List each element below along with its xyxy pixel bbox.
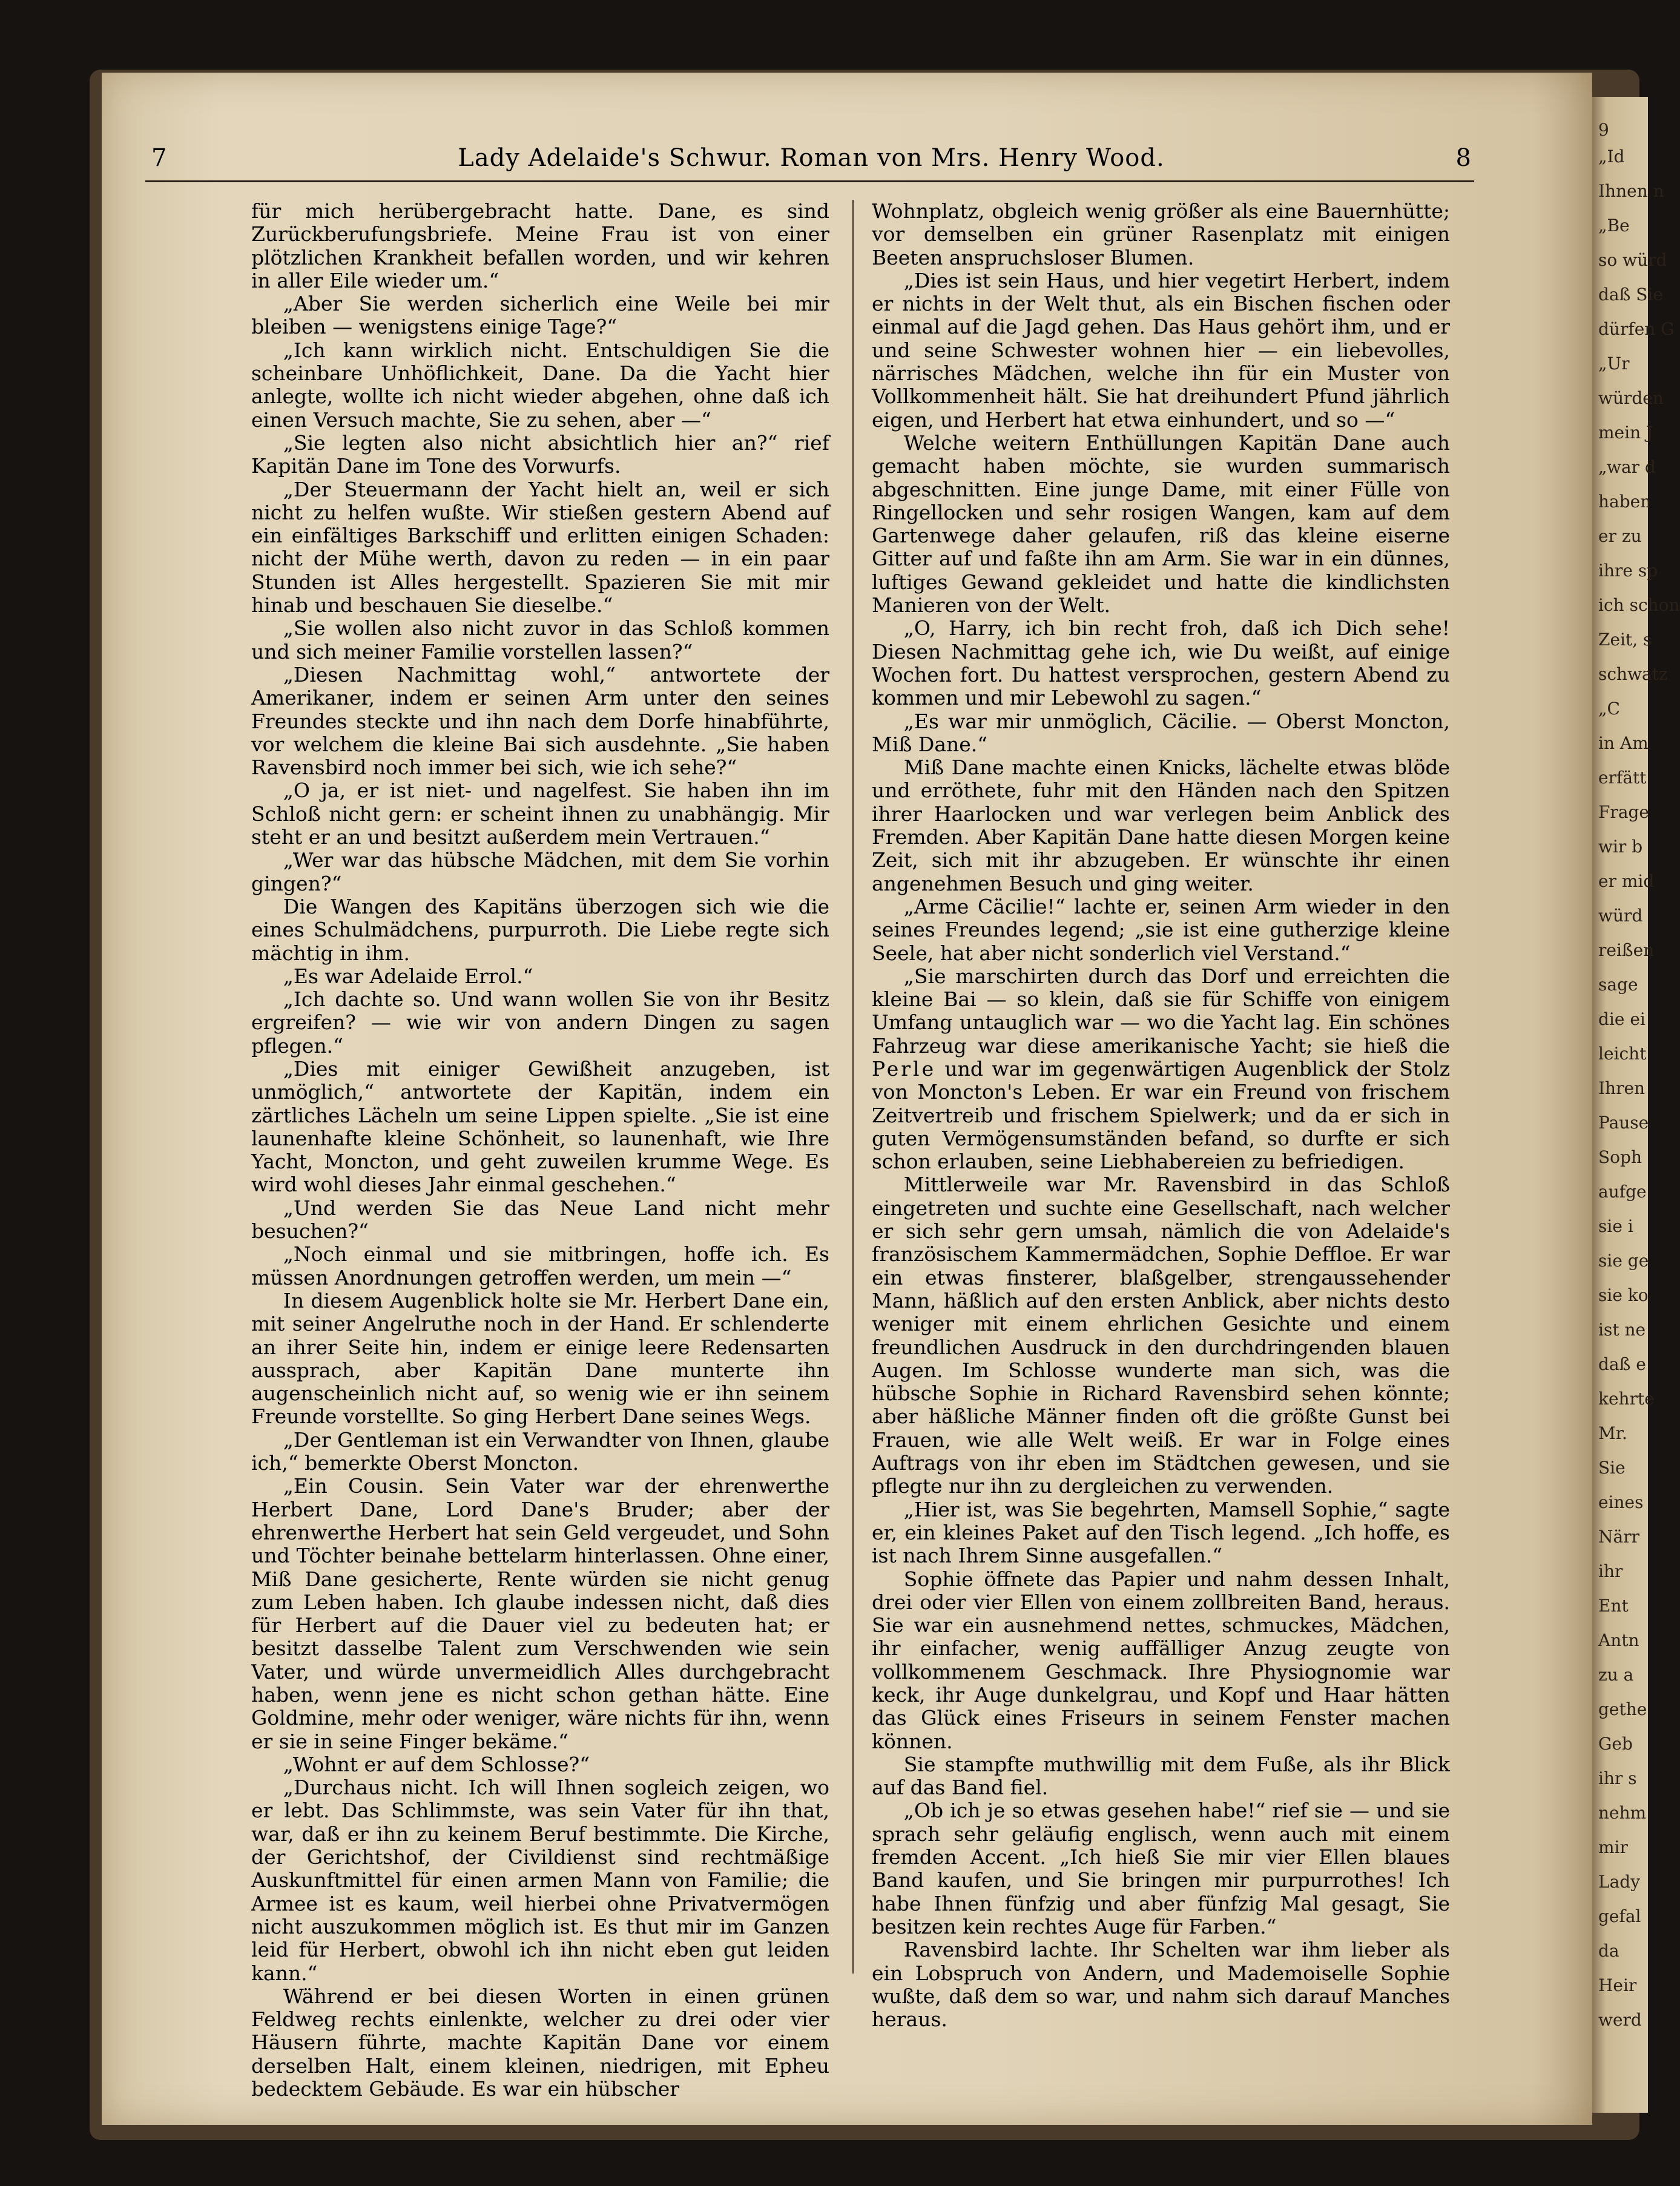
spaced-name: Perle [872, 1056, 937, 1081]
next-page-fragment: schwatz [1598, 664, 1668, 684]
paragraph [251, 1776, 829, 1985]
paragraph [872, 617, 1450, 709]
next-page-fragment: leicht [1598, 1044, 1647, 1064]
paragraph-text: „O ja, er ist niet- und nagelfest. Sie haben ihn im Schloß nicht gern: er scheint ihnen zu unabhängig. Mir steht er an und besitzt außerdem mein Vertrauen.“ [251, 779, 829, 849]
paragraph-text: „Ein Cousin. Sein Vater war der ehrenwerthe Herbert Dane, Lord Dane's Bruder; aber der ehrenwerthe Herbert hat sein Geld vergeudet, und Sohn und Töchter beinahe bettelarm hinterlassen. Ohne einer, Miß Dane gesicherte, Rente würden sie nicht genug zum Leben haben. Ich glaube indessen nicht, daß dies für Herbert auf die Dauer viel zu bedeuten hat; er besitzt dasselbe Talent zum Verschwenden wie sein Vater, und würde unvermeidlich Alles durchgebracht haben, wenn jene es nicht schon gethan hätte. Eine Goldmine, mehr oder weniger, wäre nichts für ihn, wenn er sie in seine Finger bekäme.“ [251, 1474, 829, 1753]
paragraph-text: Während er bei diesen Worten in einen grünen Feldweg rechts einlenkte, welcher zu drei oder vier Häusern führte, machte Kapitän Dane vor einem derselben Halt, einem kleinen, niedrigen, mit Epheu bedecktem Gebäude. Es war ein hübscher [251, 1984, 829, 2101]
next-page-fragment: ihre sp [1598, 561, 1658, 581]
next-page-fragment: ihr [1598, 1561, 1623, 1581]
next-page-number: 9 [1598, 120, 1609, 140]
paragraph-text: „Aber Sie werden sicherlich eine Weile bei mir bleiben — wenigstens einige Tage?“ [251, 292, 829, 339]
paragraph [251, 432, 829, 478]
paragraph-text: „Der Gentleman ist ein Verwandter von Ihnen, glaube ich,“ bemerkte Oberst Moncton. [251, 1427, 829, 1475]
paragraph [872, 1568, 1450, 1753]
next-page-fragment: da [1598, 1941, 1619, 1961]
paragraph-text: „Ich dachte so. Und wann wollen Sie von ihr Besitz ergreifen? — wie wir von andern Dingen zu sagen pflegen.“ [251, 987, 829, 1058]
paragraph [872, 965, 1450, 1174]
next-page-fragment: eines [1598, 1492, 1644, 1512]
paragraph-text: Wohnplatz, obgleich wenig größer als eine Bauernhütte; vor demselben ein grüner Rasenplatz mit einigen Beeten anspruchsloser Blumen. [872, 199, 1450, 269]
next-page-fragment: Zeit, s [1598, 630, 1652, 650]
paragraph-text: „Dies ist sein Haus, und hier vegetirt Herbert, indem er nichts in der Welt thut, als ein Bischen fischen oder einmal auf die Jagd gehen. Das Haus gehört ihm, und er und seine Schwester wohnen hier — ein liebevolles, närrisches Mädchen, welche ihn für ein Muster von Vollkommenheit hält. Sie hat dreihundert Pfund jährlich eigen, und Herbert hat etwa einhundert, und so —“ [872, 268, 1450, 432]
paragraph-text: „Ob ich je so etwas gesehen habe!“ rief sie — und sie sprach sehr geläufig englisch, wenn auch mit einem fremden Accent. „Ich hieß Sie mir vier Ellen blaues Band kaufen, und Sie bringen mir purpurrothes! Ich habe Ihnen fünfzig und aber fünfzig Mal gesagt, Sie besitzen kein rechtes Auge für Farben.“ [872, 1799, 1450, 1938]
next-page-fragment: Närr [1598, 1527, 1639, 1547]
paragraph-text: „Hier ist, was Sie begehrten, Mamsell Sophie,“ sagte er, ein kleines Paket auf den Tisch legend. „Ich hoffe, es ist nach Ihrem Sinne ausgefallen.“ [872, 1497, 1450, 1568]
paragraph-text: In diesem Augenblick holte sie Mr. Herbert Dane ein, mit seiner Angelruthe noch in der Hand. Er schlenderte an ihrer Seite hin, indem er einige leere Redensarten aussprach, aber Kapitän Dane munterte ihn augenscheinlich nicht auf, so wenig wie er ihn seinem Freunde vorstellte. So ging Herbert Dane seines Wegs. [251, 1288, 829, 1429]
paragraph-text: „Ich kann wirklich nicht. Entschuldigen Sie die scheinbare Unhöflichkeit, Dane. Da die Yacht hier anlegte, wollte ich nicht wieder abgehen, ohne daß ich einen Versuch machte, Sie zu sehen, aber —“ [251, 338, 829, 432]
paragraph [872, 269, 1450, 432]
next-page-fragment: sie ko [1598, 1285, 1649, 1305]
paragraph [872, 710, 1450, 757]
next-page-fragment: „Be [1598, 216, 1630, 235]
paragraph [872, 1498, 1450, 1568]
paragraph [872, 1799, 1450, 1938]
next-page-fragment: er zu [1598, 526, 1642, 546]
page-number-right: 8 [1455, 144, 1471, 172]
header-rule [145, 180, 1474, 182]
paragraph [872, 200, 1450, 269]
paragraph [251, 292, 829, 339]
next-page-fragment: daß Sie [1598, 285, 1663, 305]
paragraph [251, 895, 829, 965]
next-page-fragment: ich schon [1598, 595, 1680, 615]
column-divider [852, 200, 854, 1974]
paragraph [251, 1058, 829, 1197]
page-number-left: 7 [151, 144, 167, 172]
next-page-fragment: Mr. [1598, 1423, 1627, 1443]
paragraph [251, 1289, 829, 1429]
paragraph-text: Miß Dane machte einen Knicks, lächelte etwas blöde und erröthete, fuhr mit den Händen nach den Spitzen ihrer Haarlocken und war verlegen beim Anblick des Fremden. Aber Kapitän Dane hatte diesen Morgen keine Zeit, sich mit ihr abzugeben. Er wünschte ihr einen angenehmen Besuch und ging weiter. [872, 756, 1450, 895]
paragraph-text: und war im gegenwärtigen Augenblick der Stolz von Moncton's Leben. Er war ein Freund von frischem Zeitvertreib und frischem Spielwerk; und da er sich in guten Vermögensumständen befand, so durfte er sich schon erlauben, seine Liebhabereien zu befriedigen. [872, 1056, 1450, 1174]
paragraph-text: „Der Steuermann der Yacht hielt an, weil er sich nicht zu helfen wußte. Wir stießen gestern Abend auf ein einfältiges Barkschiff und erlitten einigen Schaden: nicht der Mühe werth, davon zu reden — in ein paar Stunden ist Alles hergestellt. Spazieren Sie mit mir hinab und beschauen Sie dieselbe.“ [251, 477, 829, 617]
paragraph-text: Sie stampfte muthwillig mit dem Fuße, als ihr Blick auf das Band fiel. [872, 1752, 1450, 1800]
next-page-fragment: nehm [1598, 1803, 1647, 1823]
next-page-edge [1592, 97, 1680, 2113]
next-page-fragments [1592, 139, 1680, 2037]
next-page-fragment: zu a [1598, 1665, 1634, 1685]
next-page-fragment: Pause [1598, 1113, 1649, 1133]
paragraph [872, 1173, 1450, 1498]
next-page-fragment: Lady [1598, 1872, 1641, 1892]
paragraph-text: für mich herübergebracht hatte. Dane, es sind Zurückberufungsbriefe. Meine Frau ist von einer plötzlichen Krankheit befallen worden, und wir kehren in aller Eile wieder um.“ [251, 199, 829, 292]
next-page-fragment: Geb [1598, 1734, 1633, 1754]
paragraph-text: Die Wangen des Kapitäns überzogen sich wie die eines Schulmädchens, purpurroth. Die Liebe regte sich mächtig in ihm. [251, 894, 829, 965]
next-page-fragment: Soph [1598, 1147, 1642, 1167]
next-page-fragment: so würd [1598, 250, 1667, 270]
paragraph-text: „Sie legten also nicht absichtlich hier an?“ rief Kapitän Dane im Tone des Vorwurfs. [251, 430, 829, 478]
next-page-fragment: „war d [1598, 457, 1656, 477]
next-page-fragment: Frage [1598, 802, 1649, 822]
paragraph-text: Sophie öffnete das Papier und nahm dessen Inhalt, drei oder vier Ellen von einem zollbreiten Band, heraus. Sie war ein ausnehmend nettes, schmuckes, Mädchen, ihr einfacher, wenig auffälliger Anzug zeugte von vollkommenem Geschmack. Ihre Physiognomie war keck, ihr Auge dunkelgrau, und Kopf und Haar hätten das Glück eines Friseurs in seinem Fenster machen können. [872, 1567, 1450, 1753]
next-page-fragment: würden [1598, 388, 1664, 408]
next-page-fragment: Antn [1598, 1630, 1639, 1650]
paragraph-text: Welche weitern Enthüllungen Kapitän Dane auch gemacht haben möchte, sie wurden summarisch abgeschnitten. Eine junge Dame, mit einer Fülle von Ringellocken und sehr rosigen Wangen, kam auf dem Gartenwege daher gelaufen, riß das kleine eiserne Gitter auf und faßte ihn am Arm. Sie war in ein dünnes, luftiges Gewand gekleidet und hatte die kindlichsten Manieren von der Welt. [872, 430, 1450, 617]
running-title: Lady Adelaide's Schwur. Roman von Mrs. Henry Wood. [458, 144, 1165, 172]
next-page-fragment: Heir [1598, 1975, 1637, 1995]
next-page-fragment: erfätt [1598, 768, 1647, 788]
paragraph [251, 663, 829, 779]
paragraph [251, 1753, 829, 1776]
next-page-fragment: mein J [1598, 423, 1653, 443]
next-page-fragment: sage [1598, 975, 1638, 995]
paragraph-text: „Dies mit einiger Gewißheit anzugeben, ist unmöglich,“ antwortete der Kapitän, indem ein zärtliches Lächeln um seine Lippen spielte. „Sie ist eine launenhafte kleine Schönheit, so launenhaft, wie Ihre Yacht, Moncton, und geht zuweilen krumme Wege. Es wird wohl dieses Jahr einmal geschehen.“ [251, 1056, 829, 1197]
next-page-fragment: daß e [1598, 1354, 1646, 1374]
right-column [872, 200, 1450, 2031]
paragraph [872, 1938, 1450, 2031]
paragraph [251, 200, 829, 292]
paragraph [251, 1243, 829, 1289]
paragraph [251, 617, 829, 663]
next-page-fragment: Sie [1598, 1458, 1626, 1478]
paragraph-text: „O, Harry, ich bin recht froh, daß ich Dich sehe! Diesen Nachmittag gehe ich, wie Du weißt, auf einige Wochen fort. Du hattest versprochen, gestern Abend zu kommen und mir Lebewohl zu sagen.“ [872, 616, 1450, 710]
next-page-fragment: würd [1598, 906, 1643, 926]
paragraph [251, 1197, 829, 1243]
paragraph [251, 849, 829, 895]
next-page-fragment: kehrte [1598, 1389, 1655, 1409]
next-page-fragment: ihr s [1598, 1768, 1637, 1788]
next-page-fragment: er mid [1598, 871, 1655, 891]
paragraph-text: „Diesen Nachmittag wohl,“ antwortete der Amerikaner, indem er seinen Arm unter den seines Freundes steckte und ihn nach dem Dorfe hinabführte, vor welchem die kleine Bai sich ausdehnte. „Sie haben Ravensbird noch immer bei sich, wie ich sehe?“ [251, 662, 829, 780]
paragraph [251, 1475, 829, 1753]
paragraph-text: „Es war Adelaide Errol.“ [283, 964, 533, 988]
paragraph [251, 988, 829, 1058]
paragraph-text: „Es war mir unmöglich, Cäcilie. — Oberst Moncton, Miß Dane.“ [872, 709, 1450, 756]
paragraph-text: „Wer war das hübsche Mädchen, mit dem Sie vorhin gingen?“ [251, 848, 829, 895]
next-page-fragment: mir [1598, 1837, 1628, 1857]
next-page-fragment: werd [1598, 2010, 1642, 2030]
paragraph-text: „Sie wollen also nicht zuvor in das Schloß kommen und sich meiner Familie vorstellen lassen?“ [251, 616, 829, 663]
next-page-fragment: haben [1598, 492, 1652, 512]
paragraph [251, 965, 829, 988]
next-page-fragment: Ent [1598, 1596, 1629, 1616]
paragraph [872, 1753, 1450, 1800]
paragraph-text: „Noch einmal und sie mitbringen, hoffe ich. Es müssen Anordnungen getroffen werden, um mein —“ [251, 1242, 829, 1289]
next-page-fragment: reißen [1598, 940, 1655, 960]
next-page-fragment: „C [1598, 699, 1620, 719]
next-page-fragment: Ihnen n [1598, 181, 1664, 201]
next-page-fragment: „Ur [1598, 354, 1630, 374]
next-page-fragment: „Id [1598, 147, 1625, 166]
next-page-fragment: sie i [1598, 1216, 1633, 1236]
page-header [151, 144, 1471, 180]
paragraph-text: Ravensbird lachte. Ihr Schelten war ihm lieber als ein Lobspruch von Andern, und Mademoiselle Sophie wußte, daß dem so war, und nahm sich darauf Manches heraus. [872, 1938, 1450, 2032]
paragraph [251, 779, 829, 849]
left-column [251, 200, 829, 2101]
next-page-fragment: dürfen G [1598, 319, 1675, 339]
paragraph [251, 1985, 829, 2101]
paragraph [872, 756, 1450, 895]
next-page-fragment: sie ge [1598, 1251, 1649, 1271]
paragraph-text: Mittlerweile war Mr. Ravensbird in das Schloß eingetreten und suchte eine Gesellschaft, nach welcher er sich sehr gern umsah, nämlich die von Adelaide's französischem Kammermädchen, Sophie Deffloe. Er war ein etwas finsterer, blaßgelber, strengaussehender Mann, häßlich auf den ersten Anblick, aber nichts desto weniger mit einem ehrlichen Gesichte und einem freundlichen Ausdruck in den durchdringenden blauen Augen. Im Schlosse wunderte man sich, was die hübsche Sophie in Richard Ravensbird sehen könnte; aber häßliche Männer finden oft die größte Gunst bei Frauen, wie alle Welt weiß. Er war in Folge eines Auftrags von ihr eben im Städtchen gewesen, und sie pflegte nur ihn zu dergleichen zu verwenden. [872, 1173, 1450, 1498]
next-page-fragment: wir b [1598, 837, 1643, 857]
paragraph-text: „Durchaus nicht. Ich will Ihnen sogleich zeigen, wo er lebt. Das Schlimmste, was sein Vater für ihn that, war, daß er ihn zu keinem Beruf bestimmte. Die Kirche, der Gerichtshof, der Civildienst sind rechtmäßige Auskunftmittel für einen armen Mann von Familie; die Armee ist es kaum, weil hierbei ohne Privatvermögen nicht auszukommen möglich ist. Es thut mir im Ganzen leid für Herbert, obwohl ich ihn nicht eben gut leiden kann.“ [251, 1776, 829, 1985]
paragraph-text: „Arme Cäcilie!“ lachte er, seinen Arm wieder in den seines Freundes legend; „sie ist eine gutherzige kleine Seele, hat aber nicht sonderlich viel Verstand.“ [872, 894, 1450, 965]
next-page-fragment: aufge [1598, 1182, 1647, 1202]
next-page-fragment: gefal [1598, 1906, 1641, 1926]
next-page-fragment: in Am [1598, 733, 1649, 753]
paragraph-text: „Und werden Sie das Neue Land nicht mehr besuchen?“ [251, 1196, 829, 1243]
paragraph [872, 895, 1450, 965]
paragraph [872, 432, 1450, 617]
paragraph-text: „Wohnt er auf dem Schlosse?“ [283, 1752, 590, 1776]
paragraph [251, 339, 829, 432]
next-page-fragment: gethe [1598, 1699, 1647, 1719]
next-page-fragment: Ihren [1598, 1078, 1645, 1098]
next-page-fragment: die ei [1598, 1009, 1645, 1029]
paragraph [251, 478, 829, 617]
paragraph [251, 1429, 829, 1475]
next-page-fragment: ist ne [1598, 1320, 1646, 1340]
paragraph-text: „Sie marschirten durch das Dorf und erreichten die kleine Bai — so klein, daß sie für Schiffe von einigem Umfang untauglich war — wo die Yacht lag. Ein schönes Fahrzeug war diese amerikanische Yacht; sie hieß die [872, 964, 1450, 1058]
